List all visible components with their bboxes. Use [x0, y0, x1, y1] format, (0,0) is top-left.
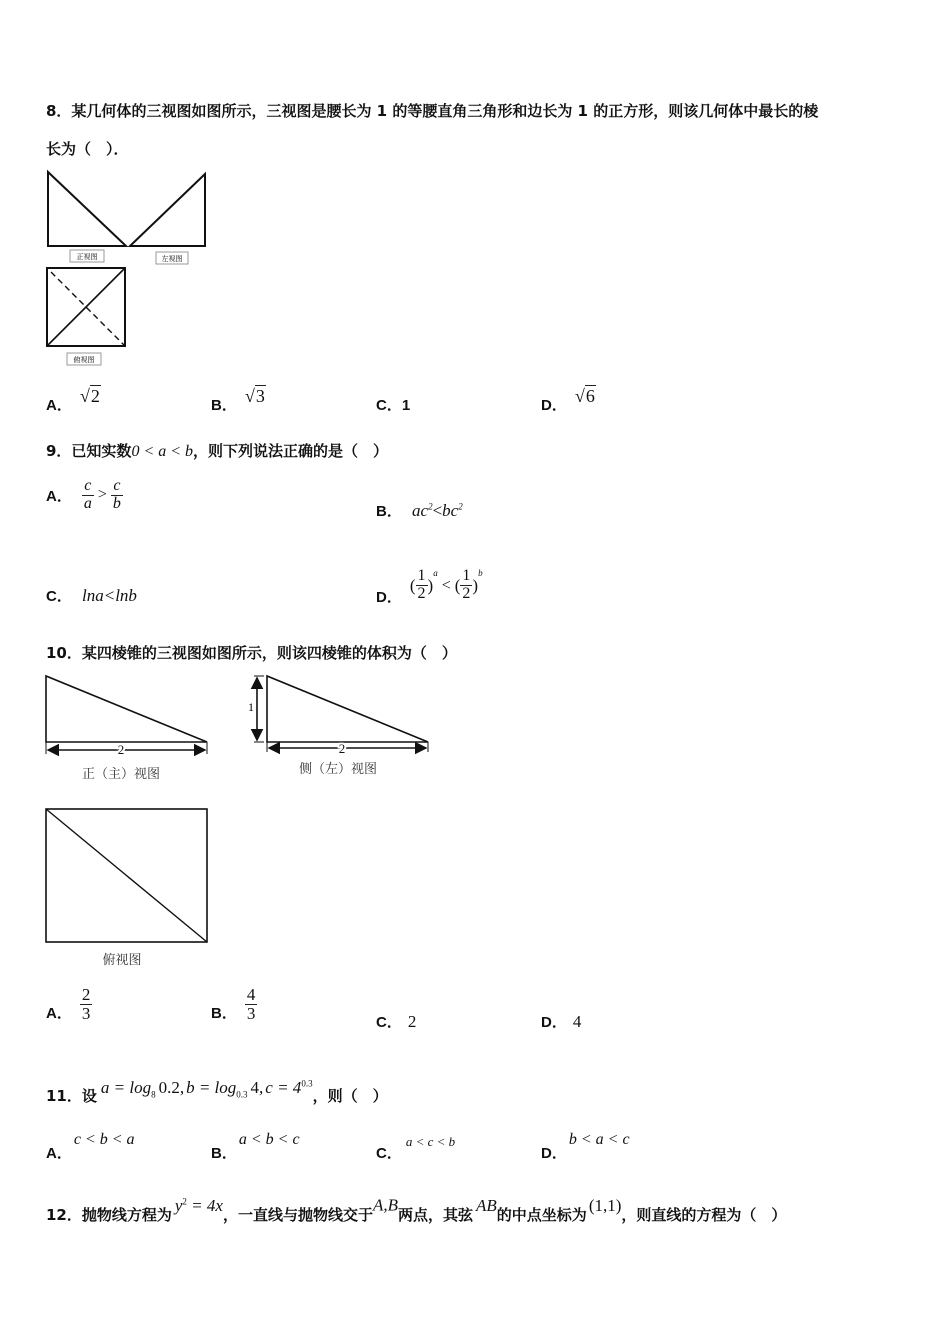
q10-front-width: 2 — [117, 742, 125, 757]
denominator: b — [112, 494, 121, 512]
q12-mid3: 的中点坐标为 — [496, 1205, 587, 1224]
q10-three-views-figure — [40, 670, 440, 970]
q11-option-c[interactable] — [376, 1130, 456, 1162]
option-letter: C． — [376, 397, 402, 414]
option-letter: A． — [46, 1005, 72, 1022]
c-definition: c = 4 — [265, 1077, 302, 1097]
a-definition: a = log — [100, 1077, 152, 1097]
q10-front-view — [46, 676, 207, 754]
expression — [412, 501, 463, 520]
q11-suffix: ，则（ ） — [312, 1086, 388, 1105]
a-log-arg: 0.2, — [158, 1077, 185, 1097]
numerator: 2 — [81, 985, 91, 1005]
q8-option-a[interactable] — [46, 386, 100, 415]
option-value: 1 — [401, 397, 411, 414]
q9-option-d[interactable]: D． ( $\frac{1}{2}$ ) $^a$ < ( $\frac{1}{2}$ ) $^b$ — [376, 567, 483, 606]
q10-option-c[interactable] — [376, 1011, 416, 1032]
option-letter: A． — [46, 1145, 72, 1162]
expression: lna<lnb — [82, 586, 137, 605]
q9-condition: 0 < a < b — [131, 443, 194, 460]
option-value: 4 — [572, 1012, 582, 1031]
q12-text — [46, 1190, 787, 1224]
option-letter: D． — [541, 397, 567, 414]
fraction — [82, 478, 94, 513]
eq-exponent: 2 — [182, 1196, 187, 1206]
q12-mid1: ，一直线与抛物线交于 — [222, 1205, 373, 1224]
c-exponent: 0.3 — [301, 1078, 313, 1088]
q11-option-d[interactable] — [541, 1128, 630, 1162]
q9-option-c[interactable] — [46, 585, 137, 606]
q12-equation — [175, 1196, 223, 1215]
q9-text — [46, 440, 388, 463]
denominator: 2 — [462, 585, 471, 602]
operator: < — [441, 576, 451, 594]
option-value: 3 — [255, 386, 265, 406]
option-letter: A． — [46, 397, 72, 414]
sqrt-expression: √6 — [575, 386, 595, 406]
q8-option-c[interactable] — [376, 394, 410, 415]
q11-option-a[interactable] — [46, 1128, 135, 1162]
eq-lhs: y — [174, 1195, 183, 1215]
fraction — [245, 986, 258, 1023]
q12-chord: AB — [476, 1195, 497, 1215]
q10-side-width: 2 — [338, 741, 346, 756]
option-value: c < b < a — [73, 1131, 135, 1148]
option-value: a < b < c — [238, 1131, 300, 1148]
q10-option-a[interactable] — [46, 986, 92, 1023]
q12-suffix: ，则直线的方程为（ ） — [621, 1205, 787, 1224]
option-value: a < c < b — [405, 1134, 456, 1149]
exponent: 2 — [458, 501, 463, 512]
q8-side-label: 左视图 — [161, 255, 183, 263]
b-log-base: 0.3 — [236, 1089, 248, 1100]
option-letter: A． — [46, 487, 72, 505]
numerator: 1 — [462, 567, 471, 585]
sqrt-expression: √3 — [245, 386, 265, 406]
rhs: bc — [442, 501, 459, 520]
denominator: a — [83, 494, 92, 512]
option-letter: B． — [211, 1145, 237, 1162]
q9-suffix: ，则下列说法正确的是（ ） — [193, 442, 389, 460]
q11-prefix: 11．设 — [46, 1086, 97, 1105]
option-value: 6 — [585, 386, 595, 406]
exponent: a — [433, 568, 438, 578]
numerator: 1 — [417, 567, 426, 585]
q12-midpoint: (1,1) — [588, 1195, 622, 1215]
q8-text-line1: 8．某几何体的三视图如图所示，三视图是腰长为 1 的等腰直角三角形和边长为 1 的正方形，则该几何体中最长的棱 — [46, 102, 819, 120]
option-letter: B． — [211, 1005, 237, 1022]
q11-text — [46, 1072, 388, 1105]
q11-definitions — [100, 1077, 313, 1100]
q9-option-b[interactable] — [376, 500, 463, 521]
fraction — [111, 478, 123, 513]
fraction — [80, 986, 93, 1023]
q8-side-view — [130, 174, 205, 246]
q10-option-b[interactable] — [211, 986, 257, 1023]
q10-text: 10．某四棱锥的三视图如图所示，则该四棱锥的体积为（ ） — [46, 644, 457, 662]
q10-option-d[interactable] — [541, 1011, 581, 1032]
q8-text-line2: 长为（ ）． — [46, 140, 129, 158]
denominator: 3 — [246, 1004, 256, 1023]
numerator: c — [82, 478, 94, 496]
option-value: 2 — [407, 1012, 417, 1031]
numerator: 4 — [246, 985, 256, 1005]
q12-mid2: 两点，其弦 — [398, 1205, 474, 1224]
eq-rhs: = 4x — [191, 1195, 223, 1215]
b-log-arg: 4, — [250, 1077, 264, 1097]
denominator: 3 — [81, 1004, 91, 1023]
q8-top-view — [47, 268, 125, 346]
q8-top-label: 俯视图 — [73, 356, 95, 364]
q10-side-height: 1 — [248, 700, 254, 714]
option-letter: C． — [46, 588, 72, 605]
q12-prefix: 12．抛物线方程为 — [46, 1205, 172, 1224]
denominator: 2 — [417, 585, 426, 602]
option-value: b < a < c — [568, 1131, 630, 1148]
q8-front-label: 正视图 — [76, 253, 98, 261]
q8-front-view — [48, 172, 126, 246]
option-letter: D． — [376, 589, 402, 606]
q10-front-label: 正（主）视图 — [81, 766, 161, 781]
operator: < — [432, 501, 443, 520]
fraction — [460, 568, 472, 603]
option-letter: D． — [541, 1014, 567, 1031]
q10-top-view — [46, 809, 207, 942]
lhs: ac — [412, 501, 429, 520]
a-log-base: 8 — [151, 1089, 156, 1100]
q8-three-views-figure — [40, 166, 220, 372]
option-letter: B． — [211, 397, 237, 414]
q8-option-d[interactable] — [541, 386, 595, 415]
q10-side-label: 侧（左）视图 — [298, 761, 378, 776]
sqrt-expression: √2 — [80, 386, 100, 406]
fraction — [416, 568, 428, 603]
option-letter: C． — [376, 1145, 402, 1162]
q11-option-b[interactable] — [211, 1128, 300, 1162]
exponent: b — [478, 568, 483, 578]
q9-prefix: 9．已知实数 — [46, 442, 132, 460]
option-letter: C． — [376, 1014, 402, 1031]
option-letter: D． — [541, 1145, 567, 1162]
q8-option-b[interactable] — [211, 386, 265, 415]
b-definition: b = log — [186, 1077, 237, 1097]
q10-top-label: 俯视图 — [102, 952, 142, 967]
operator: > — [97, 486, 107, 504]
numerator: c — [111, 478, 123, 496]
q12-points: A,B — [372, 1195, 398, 1215]
q9-option-a[interactable] — [46, 478, 123, 513]
exponent: 2 — [428, 501, 433, 512]
option-value: 2 — [90, 386, 100, 406]
option-letter: B． — [376, 503, 402, 520]
